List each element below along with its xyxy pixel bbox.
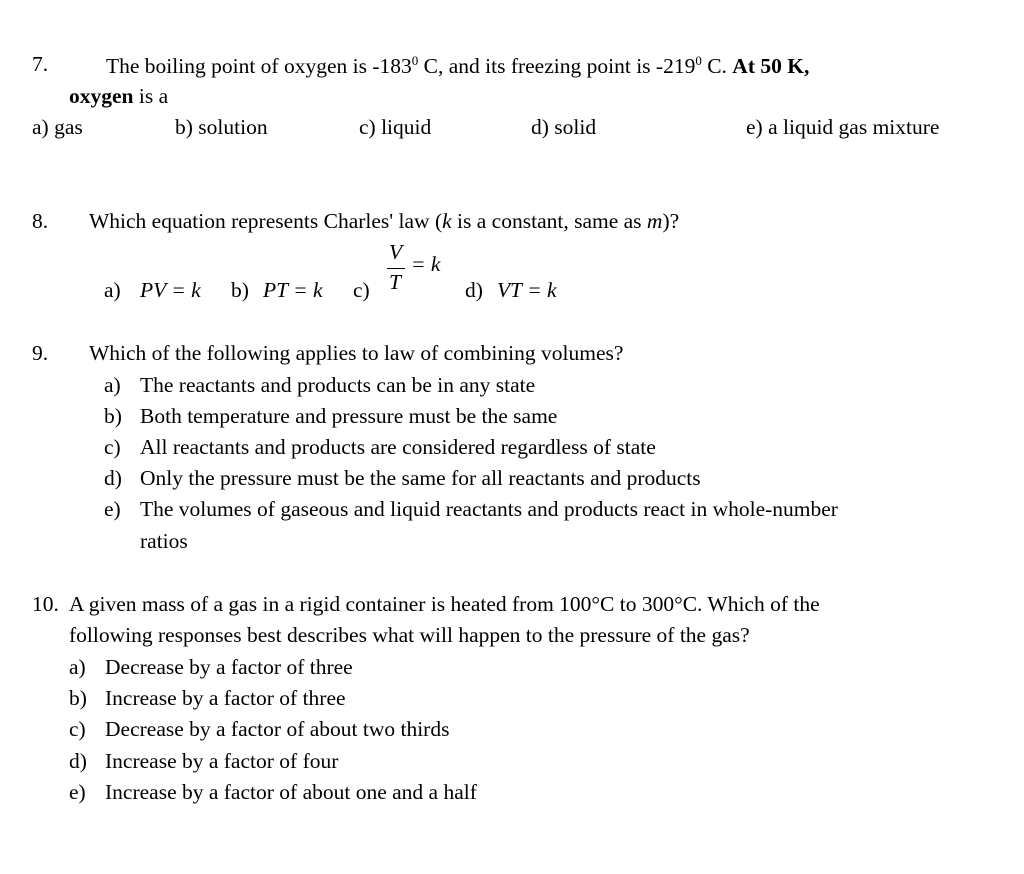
question-stem-line1: A given mass of a gas in a rigid container is heated from 100°C to 300°C. Which of the — [69, 592, 820, 616]
option-b-label[interactable]: b) — [104, 404, 122, 428]
option-b-label[interactable]: b) — [69, 686, 87, 710]
question-number: 9. — [32, 341, 49, 365]
stem-var: k — [442, 209, 452, 233]
option-c-text[interactable]: Decrease by a factor of about two thirds — [105, 717, 450, 741]
option-a-label[interactable]: a) — [69, 655, 86, 679]
option-e-label[interactable]: e) — [69, 780, 86, 804]
option-e-text[interactable]: The volumes of gaseous and liquid reactants and products react in whole-number — [140, 497, 838, 521]
fraction-denominator: T — [389, 270, 401, 294]
question-stem: Which of the following applies to law of combining volumes? — [89, 341, 624, 365]
option-b-text[interactable]: Increase by a factor of three — [105, 686, 346, 710]
option-e[interactable]: e) a liquid gas mixture — [746, 115, 940, 139]
option-e-text-continued[interactable]: ratios — [140, 529, 188, 553]
question-number: 7. — [32, 52, 49, 76]
fraction-rhs: = k — [411, 252, 441, 276]
fraction-numerator: V — [389, 240, 403, 264]
option-a-text[interactable]: The reactants and products can be in any state — [140, 373, 536, 397]
option-a-label[interactable]: a) — [104, 278, 121, 302]
stem-text: is a — [133, 84, 169, 108]
fraction-bar — [387, 268, 405, 269]
option-d-label[interactable]: d) — [465, 278, 483, 302]
option-d-equation[interactable]: VT = k — [497, 278, 557, 302]
superscript: 0 — [695, 53, 702, 68]
option-b[interactable]: b) solution — [175, 115, 268, 139]
superscript: 0 — [411, 53, 419, 68]
question-number: 10. — [32, 592, 59, 616]
question-number: 8. — [32, 209, 49, 233]
question-stem-line2 — [69, 86, 168, 108]
option-d-label[interactable]: d) — [69, 749, 87, 773]
option-c-label[interactable]: c) — [69, 717, 86, 741]
option-e-text[interactable]: Increase by a factor of about one and a half — [105, 780, 477, 804]
stem-bold: oxygen — [69, 84, 134, 108]
option-a-label[interactable]: a) — [104, 373, 121, 397]
stem-text: The boiling point of oxygen is -183 — [106, 54, 412, 79]
question-stem — [89, 211, 679, 233]
option-d-text[interactable]: Increase by a factor of four — [105, 749, 339, 773]
option-b-label[interactable]: b) — [231, 278, 249, 302]
option-a-equation[interactable]: PV = k — [140, 278, 201, 302]
stem-text: C. — [701, 54, 733, 79]
option-b-text[interactable]: Both temperature and pressure must be the same — [140, 404, 558, 428]
option-e-label[interactable]: e) — [104, 497, 121, 521]
stem-bold: At 50 K, — [732, 54, 810, 79]
stem-text: )? — [662, 209, 680, 233]
option-c-label[interactable]: c) — [353, 278, 370, 302]
option-a-text[interactable]: Decrease by a factor of three — [105, 655, 353, 679]
option-d-label[interactable]: d) — [104, 466, 122, 490]
option-c[interactable]: c) liquid — [359, 115, 432, 139]
stem-text: C, and its freezing point is -219 — [418, 54, 696, 79]
option-b-equation[interactable]: PT = k — [263, 278, 323, 302]
stem-text: is a constant, same as — [451, 209, 647, 233]
option-c-fraction[interactable] — [385, 240, 441, 294]
option-d-text[interactable]: Only the pressure must be the same for all reactants and products — [140, 466, 701, 490]
option-a[interactable]: a) gas — [32, 115, 83, 139]
question-stem-line2: following responses best describes what will happen to the pressure of the gas? — [69, 623, 750, 647]
option-c-text[interactable]: All reactants and products are considered regardless of state — [140, 435, 656, 459]
stem-var: m — [646, 209, 663, 233]
question-stem — [106, 54, 809, 78]
option-c-label[interactable]: c) — [104, 435, 121, 459]
option-d[interactable]: d) solid — [531, 115, 597, 139]
stem-text: Which equation represents Charles' law ( — [89, 209, 443, 233]
